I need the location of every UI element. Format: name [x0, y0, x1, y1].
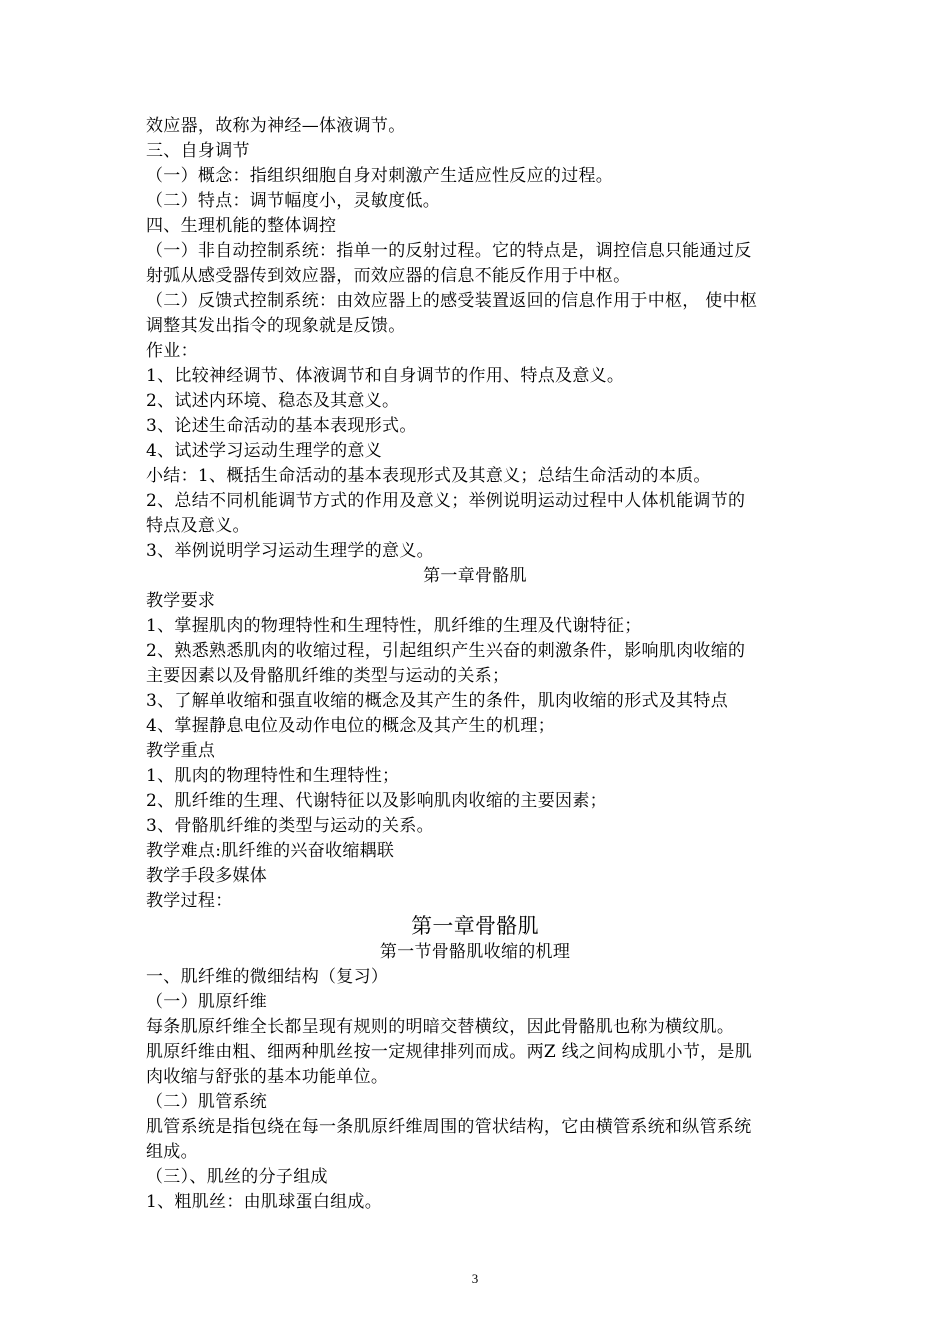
list-item: 3、了解单收缩和强直收缩的概念及其产生的条件，肌肉收缩的形式及其特点 — [146, 691, 729, 711]
text-line: 教学手段多媒体 — [146, 866, 268, 886]
list-item: 4、试述学习运动生理学的意义 — [146, 441, 383, 461]
section-heading: 教学重点 — [146, 741, 216, 761]
text-line: 效应器，故称为神经—体液调节。 — [146, 116, 406, 136]
text-line: 肌原纤维由粗、细两种肌丝按一定规律排列而成。两Z 线之间构成肌小节，是肌 — [146, 1042, 753, 1062]
text-line: 特点及意义。 — [146, 516, 250, 536]
section-heading: 作业： — [146, 341, 198, 361]
section-title: 第一节骨骼肌收缩的机理 — [379, 942, 571, 962]
section-heading: 四、生理机能的整体调控 — [146, 216, 337, 236]
subsection-heading: （三）、肌丝的分子组成 — [146, 1167, 328, 1187]
section-heading: 教学要求 — [146, 591, 216, 611]
text-line: 射弧从感受器传到效应器，而效应器的信息不能反作用于中枢。 — [146, 266, 631, 286]
text-line: 主要因素以及骨骼肌纤维的类型与运动的关系； — [146, 666, 510, 686]
list-item: 4、掌握静息电位及动作电位的概念及其产生的机理； — [146, 716, 556, 736]
list-item: 1、肌肉的物理特性和生理特性； — [146, 766, 400, 786]
section-heading: 一、肌纤维的微细结构（复习） — [146, 967, 389, 987]
text-line: （二）反馈式控制系统：由效应器上的感受装置返回的信息作用于中枢， 使中枢 — [146, 291, 758, 311]
subsection-heading: （一）肌原纤维 — [146, 992, 268, 1012]
text-line: （一）概念：指组织细胞自身对刺激产生适应性反应的过程。 — [146, 166, 614, 186]
chapter-title: 第一章骨骼肌 — [423, 566, 527, 586]
list-item: 1、比较神经调节、体液调节和自身调节的作用、特点及意义。 — [146, 366, 625, 386]
list-item: 2、总结不同机能调节方式的作用及意义；举例说明运动过程中人体机能调节的 — [146, 491, 746, 511]
text-line: 教学难点:肌纤维的兴奋收缩耦联 — [146, 841, 395, 861]
text-line: 肌管系统是指包绕在每一条肌原纤维周围的管状结构，它由横管系统和纵管系统 — [146, 1117, 752, 1137]
list-item: 2、肌纤维的生理、代谢特征以及影响肌肉收缩的主要因素； — [146, 791, 607, 811]
chapter-title-large: 第一章骨骼肌 — [411, 914, 539, 938]
text-line: 小结：1、概括生命活动的基本表现形式及其意义；总结生命活动的本质。 — [146, 466, 711, 486]
text-line: （二）特点：调节幅度小，灵敏度低。 — [146, 191, 441, 211]
list-item: 1、粗肌丝：由肌球蛋白组成。 — [146, 1192, 383, 1212]
section-heading: 三、自身调节 — [146, 141, 250, 161]
text-line: （一）非自动控制系统：指单一的反射过程。它的特点是，调控信息只能通过反 — [146, 241, 752, 261]
page-number: 3 — [471, 1271, 479, 1286]
list-item: 2、试述内环境、稳态及其意义。 — [146, 391, 400, 411]
text-line: 组成。 — [146, 1142, 198, 1162]
list-item: 2、熟悉熟悉肌肉的收缩过程，引起组织产生兴奋的刺激条件，影响肌肉收缩的 — [146, 641, 746, 661]
text-line: 调整其发出指令的现象就是反馈。 — [146, 316, 406, 336]
text-line: 教学过程： — [146, 891, 233, 911]
subsection-heading: （二）肌管系统 — [146, 1092, 268, 1112]
list-item: 3、骨骼肌纤维的类型与运动的关系。 — [146, 816, 434, 836]
text-line: 肉收缩与舒张的基本功能单位。 — [146, 1067, 389, 1087]
list-item: 3、举例说明学习运动生理学的意义。 — [146, 541, 434, 561]
list-item: 3、论述生命活动的基本表现形式。 — [146, 416, 417, 436]
list-item: 1、掌握肌肉的物理特性和生理特性，肌纤维的生理及代谢特征； — [146, 616, 642, 636]
text-line: 每条肌原纤维全长都呈现有规则的明暗交替横纹，因此骨骼肌也称为横纹肌。 — [146, 1017, 735, 1037]
